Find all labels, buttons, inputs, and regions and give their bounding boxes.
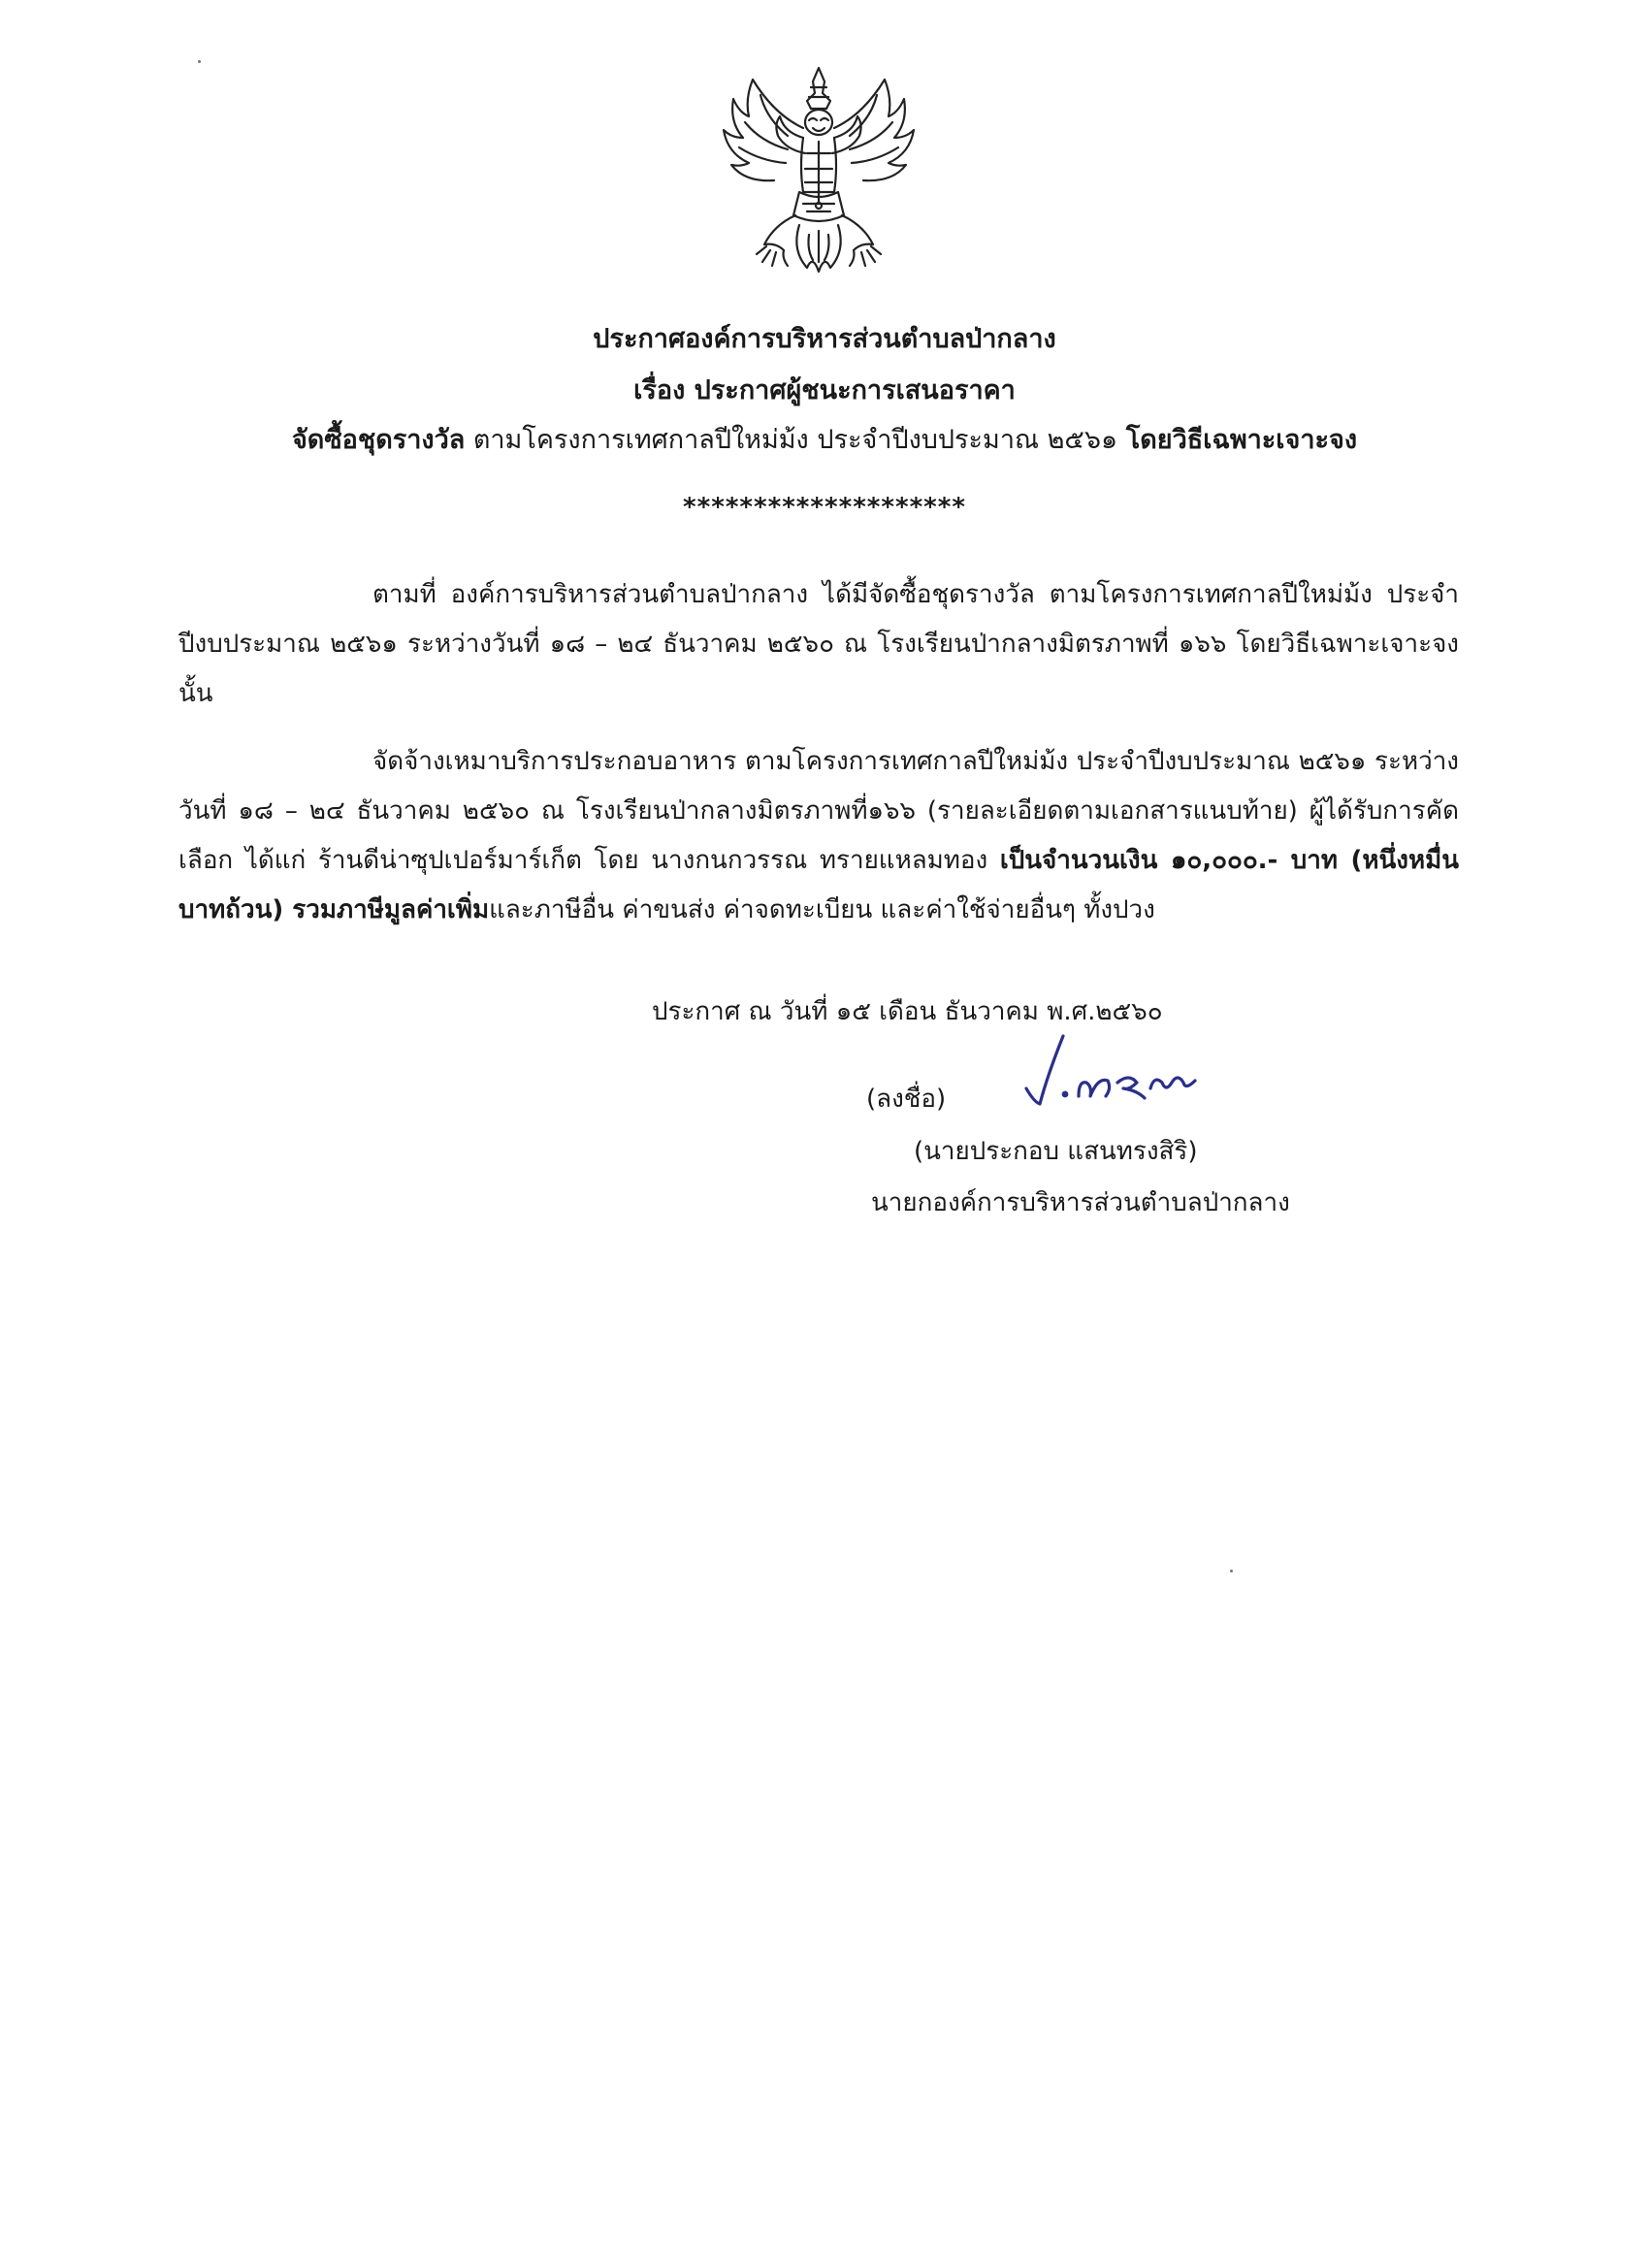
signature-label: (ลงชื่อ): [866, 1085, 947, 1114]
announcement-date: ประกาศ ณ วันที่ ๑๕ เดือน ธันวาคม พ.ศ.๒๕๖๐: [652, 997, 1163, 1026]
paragraph-2: [178, 737, 1459, 935]
garuda-emblem-icon: [706, 60, 931, 285]
paragraph-1-text: ตามที่ องค์การบริหารส่วนตำบลป่ากลาง ได้มีจัดซื้อชุดรางวัล ตามโครงการเทศกาลปีใหม่ม้ง ประจำปีงบประมาณ ๒๕๖๑ ระหว่างวันที่ ๑๘ – ๒๔ ธันวาคม ๒๕๖๐ ณ โรงเรียนป่ากลางมิตรภาพที่ ๑๖๖ โดยวิธีเฉพาะเจาะจง นั้น: [178, 580, 1459, 708]
paragraph-1: [178, 570, 1459, 719]
separator-stars: ********************: [683, 493, 966, 522]
paragraph-2-amount: เป็นจำนวนเงิน ๑๐,๐๐๐.- บาท (หนึ่งหมื่นบาทถ้วน) รวมภาษีมูลค่าเพิ่ม: [178, 846, 1460, 924]
announcement-detail: [97, 421, 1552, 460]
handwritten-signature: [1009, 1028, 1212, 1116]
detail-bold-method: โดยวิธีเฉพาะเจาะจง: [1125, 425, 1358, 455]
paragraph-2-text-b: และภาษีอื่น ค่าขนส่ง ค่าจดทะเบียน และค่าใช้จ่ายอื่นๆ ทั้งปวง: [489, 895, 1155, 924]
scan-speck: [198, 60, 201, 63]
detail-project: ตามโครงการเทศกาลปีใหม่ม้ง ประจำปีงบประมาณ ๒๕๖๑: [465, 425, 1126, 455]
paragraph-2-text-a: จัดจ้างเหมาบริการประกอบอาหาร ตามโครงการเทศกาลปีใหม่ม้ง ประจำปีงบประมาณ ๒๕๖๑ ระหว่างวันที่ ๑๘ – ๒๔ ธันวาคม ๒๕๖๐ ณ โรงเรียนป่ากลางมิตรภาพที่๑๖๖ (รายละเอียดตามเอกสารแนบท้าย) ผู้ได้รับการคัดเลือก ได้แก่ ร้านดีน่าซุปเปอร์มาร์เก็ต โดย นางกนกวรรณ ทรายแหลมทอง: [178, 747, 1459, 875]
scan-speck: [1230, 1570, 1233, 1572]
signer-title: นายกองค์การบริหารส่วนตำบลป่ากลาง: [871, 1188, 1290, 1217]
announcement-subject: เรื่อง ประกาศผู้ชนะการเสนอราคา: [633, 375, 1016, 405]
signer-name: (นายประกอบ แสนทรงสิริ): [914, 1137, 1198, 1166]
announcement-title: ประกาศองค์การบริหารส่วนตำบลป่ากลาง: [593, 324, 1056, 354]
detail-bold-purchase: จัดซื้อชุดรางวัล: [291, 425, 466, 455]
